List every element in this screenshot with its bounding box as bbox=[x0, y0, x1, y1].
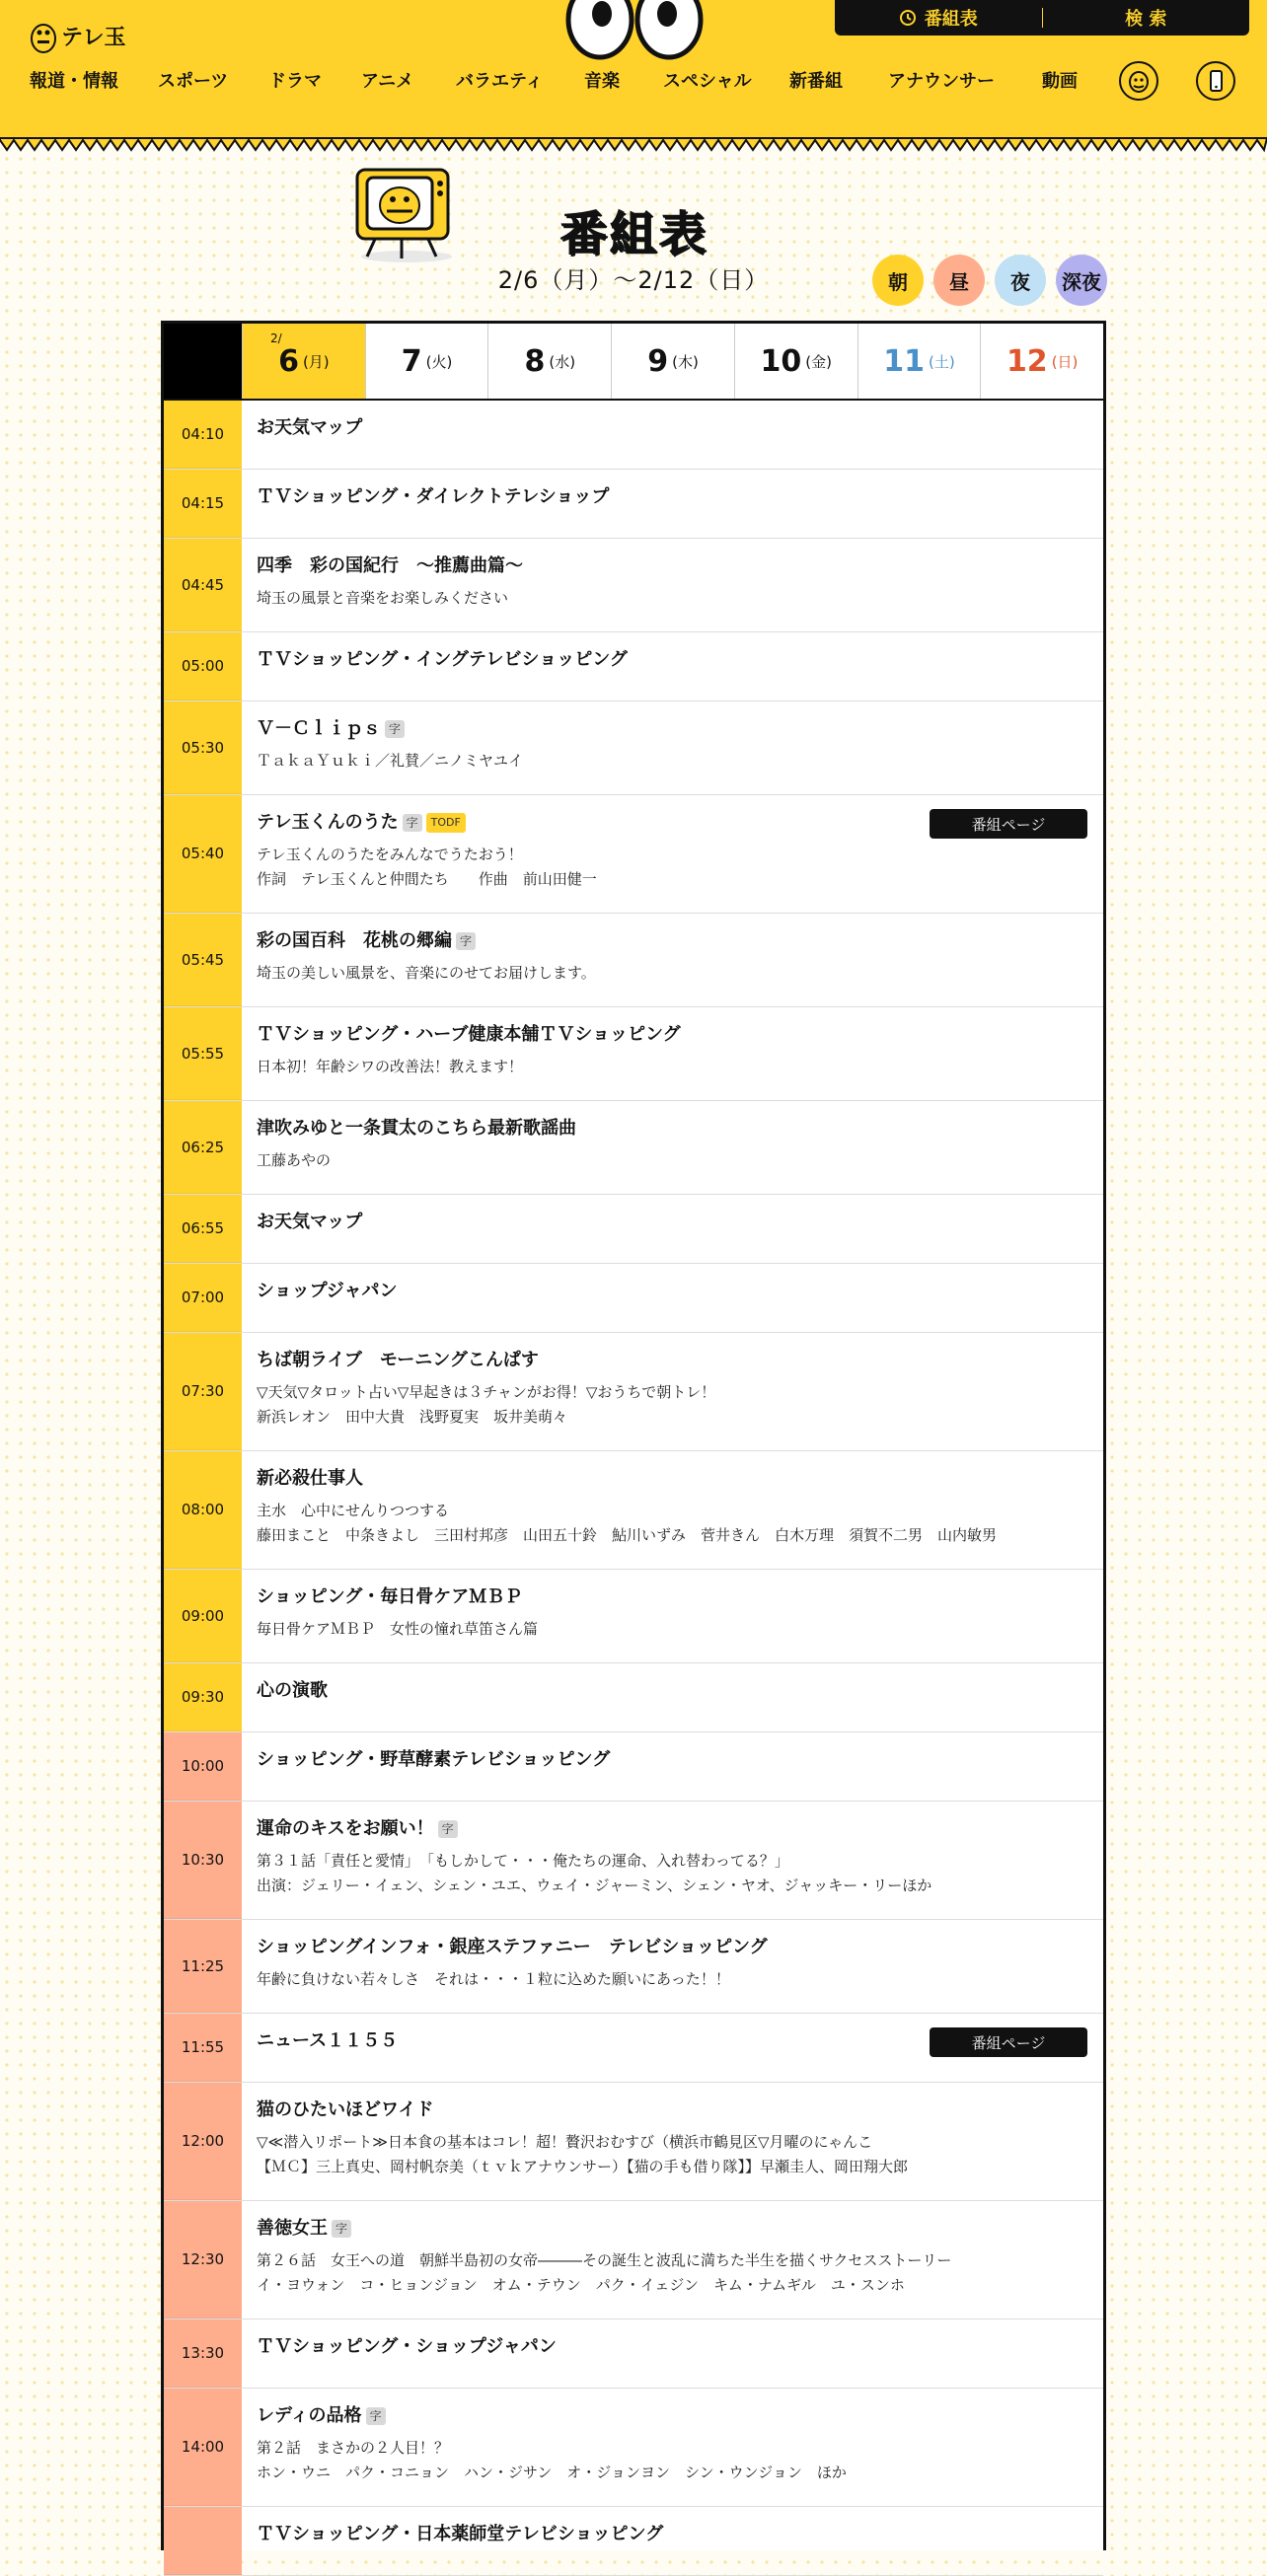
mascot-eyes-icon bbox=[560, 0, 708, 64]
program-description bbox=[257, 2248, 1087, 2298]
program-description bbox=[257, 1499, 1087, 1548]
day-tab-7[interactable] bbox=[365, 324, 488, 399]
program-time: 05:45 bbox=[164, 914, 242, 1006]
day-tabs bbox=[164, 324, 1103, 401]
program-time: 06:25 bbox=[164, 1101, 242, 1194]
program-time: 08:00 bbox=[164, 1451, 242, 1569]
day-weekday: (月) bbox=[302, 352, 330, 371]
program-description bbox=[257, 2436, 1087, 2485]
program-title-line bbox=[257, 1936, 1087, 1959]
program-table-link[interactable] bbox=[835, 0, 1042, 36]
program-title[interactable]: ニュース１１５５ bbox=[257, 2030, 399, 2051]
program-cell[interactable] bbox=[242, 1195, 1103, 1263]
program-cell[interactable] bbox=[242, 914, 1103, 1006]
description-line: ▽≪潜入リポート≫日本食の基本はコレ！超！贅沢おむすび（横浜市鶴見区▽月曜のにゃんこ bbox=[257, 2133, 873, 2151]
terecircle-link[interactable] bbox=[1119, 61, 1158, 101]
program-time: 11:25 bbox=[164, 1920, 242, 2013]
program-title-line bbox=[257, 1748, 1087, 1772]
program-title-line bbox=[257, 1679, 1087, 1703]
program-title-line bbox=[257, 416, 1087, 440]
program-description bbox=[257, 1849, 1087, 1898]
program-row bbox=[164, 539, 1103, 632]
program-time: 11:55 bbox=[164, 2014, 242, 2082]
program-row bbox=[164, 1802, 1103, 1920]
nav-sports[interactable]: スポーツ bbox=[158, 71, 229, 92]
day-number: 8 bbox=[524, 343, 546, 379]
program-row bbox=[164, 2507, 1103, 2576]
site-logo[interactable] bbox=[30, 16, 126, 55]
program-time bbox=[164, 2507, 242, 2575]
program-row bbox=[164, 1570, 1103, 1663]
program-cell[interactable] bbox=[242, 2507, 1103, 2575]
program-title[interactable]: ショッピング・野草酵素テレビショッピング bbox=[257, 1749, 611, 1770]
program-time: 05:40 bbox=[164, 795, 242, 913]
program-description bbox=[257, 1148, 1087, 1173]
terepapa-link[interactable] bbox=[1196, 61, 1235, 101]
description-line: 主水 心中にせんりつつする bbox=[257, 1502, 450, 1519]
nav-news[interactable]: 報道・情報 bbox=[30, 71, 118, 92]
program-title[interactable]: ショッピング・毎日骨ケアＭＢＰ bbox=[257, 1586, 523, 1607]
program-cell[interactable] bbox=[242, 1802, 1103, 1919]
program-page-button[interactable]: 番組ページ bbox=[930, 809, 1087, 839]
description-line: 第２話 まさかの２人目！？ bbox=[257, 2439, 450, 2457]
description-line: 藤田まこと 中条きよし 三田村邦彦 山田五十鈴 鮎川いずみ 菅井きん 白木万理 須賀不二男 山内敏男 bbox=[257, 1526, 998, 1544]
description-line: テレ玉くんのうたをみんなでうたおう！ bbox=[257, 846, 523, 863]
program-title-line bbox=[257, 1280, 1087, 1303]
nav-anime[interactable]: アニメ bbox=[361, 71, 414, 92]
program-title[interactable]: ショップジャパン bbox=[257, 1281, 398, 1301]
program-cell[interactable] bbox=[242, 1007, 1103, 1100]
description-line: ＴａｋａＹｕｋｉ／礼賛／ニノミヤユイ bbox=[257, 752, 524, 770]
program-title[interactable]: ショッピングインフォ・銀座ステファニー テレビショッピング bbox=[257, 1937, 768, 1957]
program-cell[interactable] bbox=[242, 1732, 1103, 1801]
day-weekday: (日) bbox=[1051, 352, 1079, 371]
program-list bbox=[164, 401, 1103, 2576]
program-cell[interactable] bbox=[242, 1333, 1103, 1450]
day-number: 11 bbox=[883, 343, 925, 379]
description-line: 出演：ジェリー・イェン、シェン・ユエ、ウェイ・ジャーミン、シェン・ヤオ、ジャッキー・リーほか bbox=[257, 1877, 932, 1894]
nav-new-programs[interactable]: 新番組 bbox=[789, 71, 843, 92]
search-label: 検 索 bbox=[1125, 9, 1167, 30]
nav-announcers[interactable]: アナウンサー bbox=[888, 71, 995, 92]
program-title-line bbox=[257, 2523, 1087, 2546]
subtitle-badge: 字 bbox=[366, 2407, 386, 2425]
description-line: ホン・ウニ パク・コニョン ハン・ジサン オ・ジョンヨン シン・ウンジョン ほか bbox=[257, 2464, 847, 2481]
teretama-mascot-icon bbox=[30, 17, 57, 54]
program-time: 10:30 bbox=[164, 1802, 242, 1919]
program-title-line bbox=[257, 648, 1087, 672]
program-row bbox=[164, 2319, 1103, 2389]
program-title-line bbox=[257, 2098, 1087, 2122]
program-cell[interactable] bbox=[242, 2014, 1103, 2082]
description-line: ▽天気▽タロット占い▽早起きは３チャンがお得！▽おうちで朝トレ！ bbox=[257, 1383, 716, 1401]
program-title[interactable]: お天気マップ bbox=[257, 417, 363, 438]
nav-music[interactable]: 音楽 bbox=[584, 71, 620, 92]
tod-night-button[interactable]: 夜 bbox=[995, 255, 1046, 306]
site-header bbox=[0, 0, 1267, 138]
nav-videos[interactable]: 動画 bbox=[1042, 71, 1078, 92]
description-line: 第２６話 女王への道 朝鮮半島初の女帝―――その誕生と波乱に満ちた半生を描くサクセスストーリー bbox=[257, 2251, 952, 2269]
nav-special[interactable]: スペシャル bbox=[663, 71, 752, 92]
search-button[interactable] bbox=[1043, 0, 1250, 36]
program-row bbox=[164, 1101, 1103, 1195]
program-title-line bbox=[257, 1349, 1087, 1372]
header-zigzag-edge bbox=[0, 138, 1267, 152]
program-cell[interactable] bbox=[242, 470, 1103, 538]
program-time: 04:45 bbox=[164, 539, 242, 631]
program-row bbox=[164, 1195, 1103, 1264]
program-time: 06:55 bbox=[164, 1195, 242, 1263]
program-time: 07:30 bbox=[164, 1333, 242, 1450]
program-title[interactable]: 彩の国百科 花桃の郷編 bbox=[257, 930, 452, 951]
program-title[interactable]: 善徳女王 bbox=[257, 2218, 328, 2239]
program-row bbox=[164, 632, 1103, 701]
program-description bbox=[257, 1055, 1087, 1079]
program-description bbox=[257, 1967, 1087, 1992]
program-title[interactable]: ＴＶショッピング・ハーブ健康本舗ＴＶショッピング bbox=[257, 1024, 681, 1045]
day-tab-11[interactable] bbox=[857, 324, 981, 399]
program-row bbox=[164, 2201, 1103, 2319]
phone-icon bbox=[1203, 68, 1229, 94]
description-line: 埼玉の風景と音楽をお楽しみください bbox=[257, 589, 509, 607]
program-title[interactable]: レディの品格 bbox=[257, 2405, 362, 2426]
day-weekday: (土) bbox=[928, 352, 955, 371]
program-row bbox=[164, 1920, 1103, 2014]
program-cell[interactable] bbox=[242, 2389, 1103, 2506]
day-tab-6[interactable] bbox=[242, 324, 365, 399]
day-tab-8[interactable] bbox=[487, 324, 611, 399]
program-title[interactable]: ＴＶショッピング・ダイレクトテレショップ bbox=[257, 486, 610, 507]
program-row bbox=[164, 2389, 1103, 2507]
page-title: 番組表 bbox=[559, 206, 708, 261]
program-title-line bbox=[257, 1817, 1087, 1841]
mascot-face-icon bbox=[1126, 68, 1152, 94]
program-description bbox=[257, 1380, 1087, 1430]
program-cell[interactable] bbox=[242, 2201, 1103, 2318]
date-range: 2/6（月）〜2/12（日） bbox=[497, 266, 770, 294]
day-number: 7 bbox=[401, 343, 422, 379]
program-title[interactable]: ＴＶショッピング・日本薬師堂テレビショッピング bbox=[257, 2524, 664, 2544]
tod-noon-button[interactable]: 昼 bbox=[933, 255, 985, 306]
program-row bbox=[164, 1007, 1103, 1101]
program-title[interactable]: 四季 彩の国紀行 ～推薦曲篇～ bbox=[257, 555, 523, 576]
clock-icon bbox=[899, 9, 917, 27]
program-cell[interactable] bbox=[242, 1663, 1103, 1731]
subtitle-badge: 字 bbox=[332, 2220, 351, 2238]
program-cell[interactable] bbox=[242, 632, 1103, 700]
program-row bbox=[164, 470, 1103, 539]
description-line: 新浜レオン 田中大貴 浅野夏実 坂井美萌々 bbox=[257, 1408, 568, 1426]
description-line: 年齢に負けない若々しさ それは・・・１粒に込めた願いにあった！！ bbox=[257, 1970, 730, 1988]
program-description bbox=[257, 1617, 1087, 1642]
program-description bbox=[257, 843, 1087, 892]
program-time: 14:00 bbox=[164, 2389, 242, 2506]
logo-text: テレ玉 bbox=[61, 25, 126, 50]
program-row bbox=[164, 2083, 1103, 2201]
program-row bbox=[164, 1333, 1103, 1451]
day-tab-12[interactable] bbox=[980, 324, 1103, 399]
program-row bbox=[164, 701, 1103, 795]
program-row bbox=[164, 1732, 1103, 1802]
day-number: 9 bbox=[647, 343, 669, 379]
program-time: 09:30 bbox=[164, 1663, 242, 1731]
todf-badge: TODF bbox=[426, 813, 466, 833]
day-number: 6 bbox=[278, 343, 299, 379]
program-cell[interactable] bbox=[242, 2319, 1103, 2388]
program-row bbox=[164, 795, 1103, 914]
program-title[interactable]: 津吹みゆと一条貫太のこちら最新歌謡曲 bbox=[257, 1118, 576, 1139]
day-number: 10 bbox=[760, 343, 802, 379]
day-tab-10[interactable] bbox=[734, 324, 857, 399]
program-title-line bbox=[257, 2404, 1087, 2428]
program-time: 05:30 bbox=[164, 701, 242, 794]
program-title-line bbox=[257, 554, 1087, 578]
program-title-line bbox=[257, 717, 1087, 741]
program-row bbox=[164, 1451, 1103, 1570]
program-description bbox=[257, 961, 1087, 986]
program-title-line bbox=[257, 1117, 1087, 1141]
program-row bbox=[164, 914, 1103, 1007]
program-page-button[interactable]: 番組ページ bbox=[930, 2027, 1087, 2057]
program-cell[interactable] bbox=[242, 701, 1103, 794]
program-title[interactable]: 猫のひたいほどワイド bbox=[257, 2099, 434, 2120]
program-title[interactable]: 運命のキスをお願い！ bbox=[257, 1818, 434, 1839]
program-row bbox=[164, 1264, 1103, 1333]
program-title[interactable]: お天気マップ bbox=[257, 1212, 363, 1232]
program-time: 09:00 bbox=[164, 1570, 242, 1662]
program-time: 04:10 bbox=[164, 401, 242, 469]
program-title[interactable]: 新必殺仕事人 bbox=[257, 1468, 363, 1489]
program-title[interactable]: ＴＶショッピング・イングテレビショッピング bbox=[257, 649, 628, 670]
program-description bbox=[257, 2130, 1087, 2179]
program-cell[interactable] bbox=[242, 401, 1103, 469]
description-line: 毎日骨ケアＭＢＰ 女性の憧れ草笛さん篇 bbox=[257, 1620, 539, 1638]
program-row bbox=[164, 401, 1103, 470]
subtitle-badge: 字 bbox=[403, 814, 422, 832]
program-title[interactable]: 心の演歌 bbox=[257, 1680, 328, 1701]
main-nav bbox=[0, 61, 1267, 101]
program-time: 05:00 bbox=[164, 632, 242, 700]
day-corner bbox=[164, 324, 242, 399]
program-cell[interactable] bbox=[242, 795, 1103, 913]
description-line: 第３１話「責任と愛情」 「もしかして・・・俺たちの運命、入れ替わってる？」 bbox=[257, 1852, 789, 1870]
program-title[interactable]: ちば朝ライブ モーニングこんぱす bbox=[257, 1350, 539, 1370]
schedule-table bbox=[161, 321, 1106, 2550]
program-title-line bbox=[257, 2217, 1087, 2241]
day-weekday: (木) bbox=[672, 352, 699, 371]
description-line: 工藤あやの bbox=[257, 1151, 332, 1169]
program-title-line bbox=[257, 1585, 1087, 1609]
program-time: 04:15 bbox=[164, 470, 242, 538]
program-row bbox=[164, 2014, 1103, 2083]
tod-late-night-button[interactable]: 深夜 bbox=[1056, 255, 1107, 306]
program-cell[interactable] bbox=[242, 539, 1103, 631]
program-cell[interactable] bbox=[242, 1101, 1103, 1194]
day-month: 2/ bbox=[270, 331, 282, 345]
description-line: 日本初！年齢シワの改善法！教えます！ bbox=[257, 1058, 524, 1075]
program-cell[interactable] bbox=[242, 1570, 1103, 1662]
subtitle-badge: 字 bbox=[456, 932, 476, 950]
program-cell[interactable] bbox=[242, 1451, 1103, 1569]
subtitle-badge: 字 bbox=[385, 720, 405, 738]
program-row bbox=[164, 1663, 1103, 1732]
program-description bbox=[257, 749, 1087, 773]
program-cell[interactable] bbox=[242, 1264, 1103, 1332]
program-time: 05:55 bbox=[164, 1007, 242, 1100]
program-description bbox=[257, 586, 1087, 611]
day-weekday: (金) bbox=[805, 352, 832, 371]
tod-morning-button[interactable]: 朝 bbox=[872, 255, 924, 306]
program-title[interactable]: テレ玉くんのうた bbox=[257, 812, 399, 833]
program-title[interactable]: ＴＶショッピング・ショップジャパン bbox=[257, 2336, 557, 2357]
day-weekday: (火) bbox=[425, 352, 453, 371]
program-cell[interactable] bbox=[242, 2083, 1103, 2200]
program-title-line bbox=[257, 2335, 1087, 2359]
program-time: 07:00 bbox=[164, 1264, 242, 1332]
nav-variety[interactable]: バラエティ bbox=[456, 71, 544, 92]
description-line: 埼玉の美しい風景を、音楽にのせてお届けします。 bbox=[257, 964, 596, 982]
program-time: 12:00 bbox=[164, 2083, 242, 2200]
program-time: 13:30 bbox=[164, 2319, 242, 2388]
day-weekday: (水) bbox=[549, 352, 576, 371]
program-table-label: 番組表 bbox=[924, 9, 978, 30]
description-line: 作詞 テレ玉くんと仲間たち 作曲 前山田健一 bbox=[257, 870, 597, 888]
program-time: 12:30 bbox=[164, 2201, 242, 2318]
nav-drama[interactable]: ドラマ bbox=[268, 71, 322, 92]
utility-bar bbox=[835, 0, 1249, 36]
program-title[interactable]: Ｖ－Ｃｌｉｐｓ bbox=[257, 718, 381, 739]
subtitle-badge: 字 bbox=[438, 1820, 458, 1838]
program-time: 10:00 bbox=[164, 1732, 242, 1801]
day-number: 12 bbox=[1006, 343, 1048, 379]
description-line: イ・ヨウォン コ・ヒョンジョン オム・テウン パク・イェジン キム・ナムギル ユ・スンホ bbox=[257, 2276, 905, 2294]
program-title-line bbox=[257, 485, 1087, 509]
program-title-line bbox=[257, 1467, 1087, 1491]
program-title-line bbox=[257, 1023, 1087, 1047]
description-line: 【ＭＣ】三上真史、岡村帆奈美（ｔｖｋアナウンサー）【猫の手も借り隊】】早瀬圭人、岡田翔大郎 bbox=[257, 2158, 909, 2175]
program-title-line bbox=[257, 1211, 1087, 1234]
program-cell[interactable] bbox=[242, 1920, 1103, 2013]
day-tab-9[interactable] bbox=[611, 324, 734, 399]
program-title-line bbox=[257, 929, 1087, 953]
